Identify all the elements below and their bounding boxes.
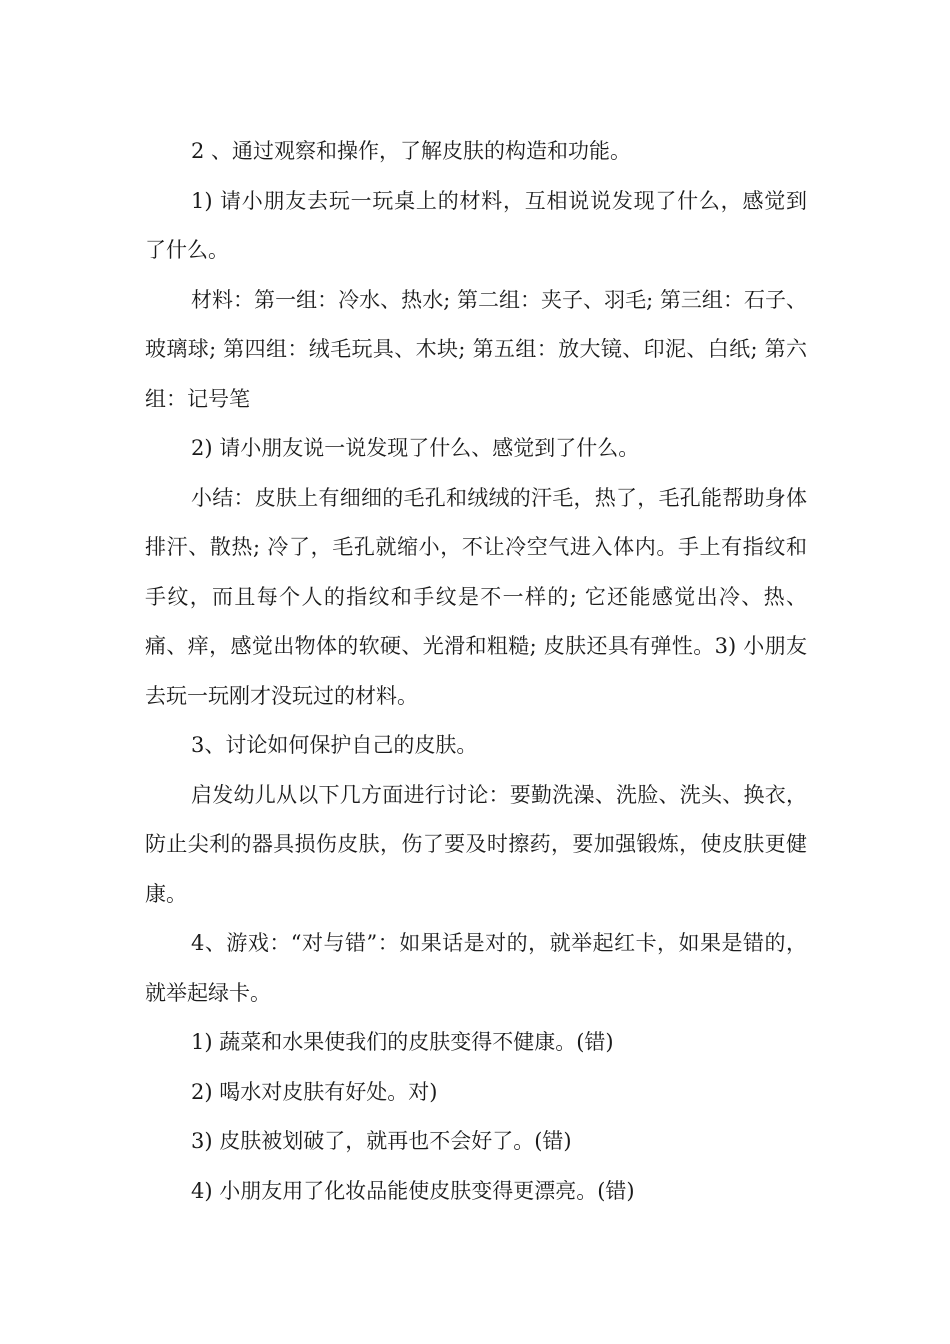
paragraph-step-play-materials: 1) 请小朋友去玩一玩桌上的材料，互相说说发现了什么，感觉到了什么。 — [145, 188, 807, 262]
paragraph-step-discuss-findings: 2) 请小朋友说一说发现了什么、感觉到了什么。 — [191, 436, 640, 460]
list-item-statement-2: 2) 喝水对皮肤有好处。对) — [191, 1079, 438, 1104]
list-item-statement-4: 4) 小朋友用了化妆品能使皮肤变得更漂亮。(错) — [191, 1178, 635, 1203]
section-heading-observe: 2 、通过观察和操作，了解皮肤的构造和功能。 — [191, 139, 632, 163]
paragraph-summary: 小结：皮肤上有细细的毛孔和绒绒的汗毛，热了，毛孔能帮助身体排汗、散热; 冷了，毛孔就缩小，不让冷空气进入体内。手上有指纹和手纹，而且每个人的指纹和手纹是不一样的; 它还能感觉出冷、热、痛、痒，感觉出物体的软硬、光滑和粗糙; 皮肤还具有弹性。3) 小朋友去玩一玩刚才没玩过的材料。 — [145, 485, 807, 708]
list-item-statement-3: 3) 皮肤被划破了，就再也不会好了。(错) — [191, 1129, 572, 1153]
paragraph-materials-list: 材料：第一组：冷水、热水; 第二组：夹子、羽毛; 第三组：石子、玻璃球; 第四组：绒毛玩具、木块; 第五组：放大镜、印泥、白纸; 第六组：记号笔 — [145, 287, 807, 411]
list-item-statement-1: 1) 蔬菜和水果使我们的皮肤变得不健康。(错) — [191, 1030, 614, 1054]
document-body — [145, 127, 807, 1216]
section-heading-protect-skin: 3、讨论如何保护自己的皮肤。 — [191, 733, 478, 757]
paragraph-discussion-prompt: 启发幼儿从以下几方面进行讨论：要勤洗澡、洗脸、洗头、换衣，防止尖利的器具损伤皮肤，伤了要及时擦药，要加强锻炼，使皮肤更健康。 — [145, 782, 807, 906]
section-heading-game: 4、游戏：“对与错”：如果话是对的，就举起红卡，如果是错的，就举起绿卡。 — [145, 931, 807, 1005]
